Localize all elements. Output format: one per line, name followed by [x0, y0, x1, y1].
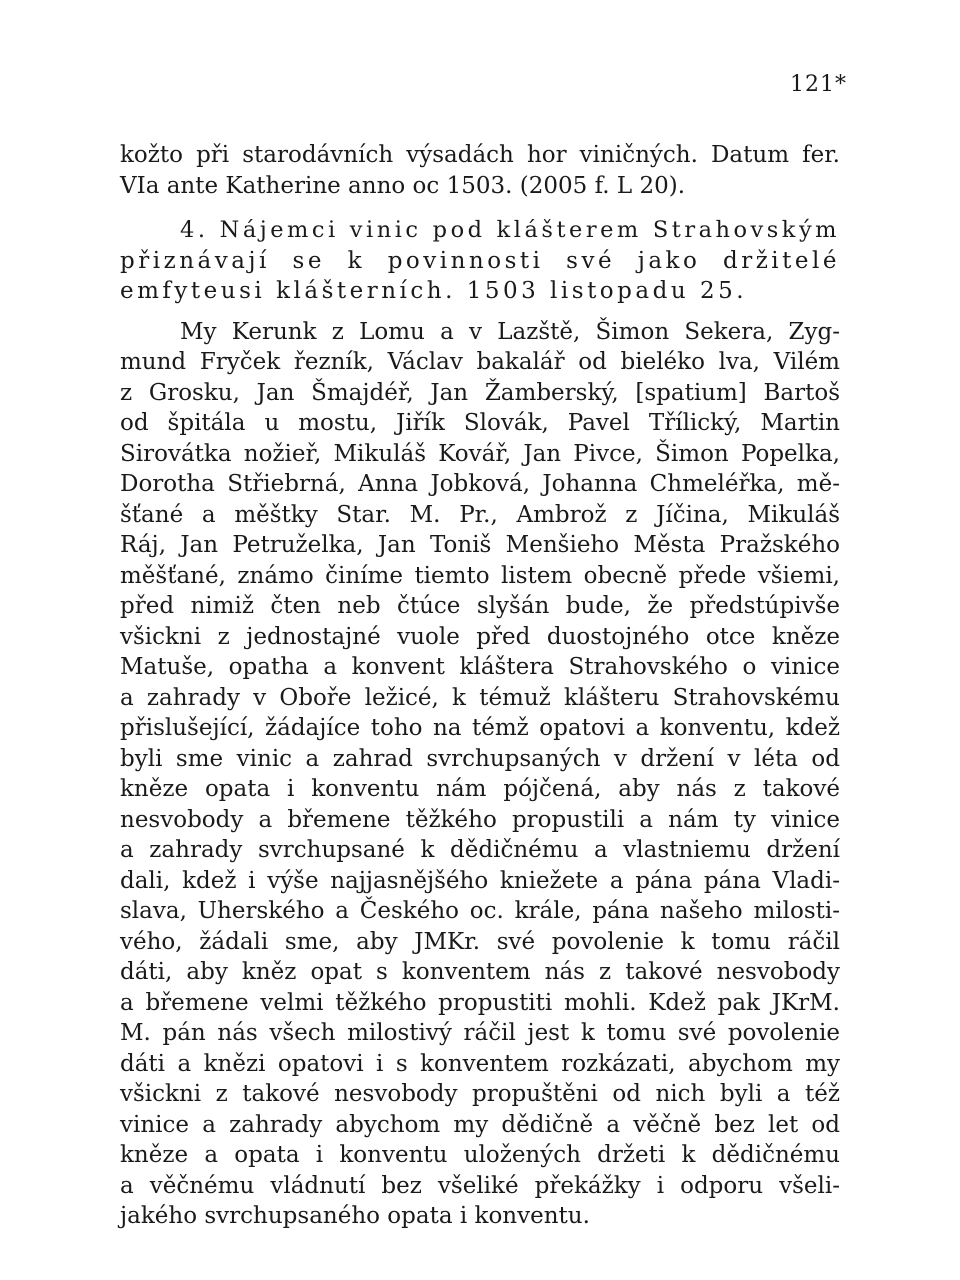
text-line: všickni z jednostajné vuole před duostojného otce kněze	[120, 623, 840, 650]
text-line: jakého svrchupsaného opata i konventu.	[120, 1203, 590, 1229]
text-line: Matuše, opatha a konvent kláštera Strahovského o vinice	[120, 654, 840, 680]
text-line: šťané a měštky Star. M. Pr., Ambrož z Jíčina, Mikuláš	[120, 501, 840, 528]
text-line: kněze a opata i konventu uložených držeti k dědičnému	[120, 1142, 840, 1168]
text-line: kněze opata i konventu nám pójčená, aby nás z takové	[120, 776, 840, 802]
text-line: VIa ante Katherine anno oc 1503. (2005 f. L 20).	[120, 172, 686, 199]
text-line: z Grosku, Jan Šmajdéř, Jan Žamberský, [spatium] Bartoš	[120, 379, 840, 406]
document-body	[120, 140, 840, 1232]
text-line: od špitála u mostu, Jiřík Slovák, Pavel Třílický, Martin	[120, 410, 840, 436]
text-line: byli sme vinic a zahrad svrchupsaných v držení v léta od	[120, 745, 840, 772]
text-line: všickni z takové nesvobody propuštěni od nich byli a též	[120, 1081, 840, 1107]
text-line: My Kerunk z Lomu a v Lazště, Šimon Sekera, Zyg-	[180, 318, 840, 345]
text-line: vého, žádali sme, aby JMKr. své povolenie k tomu ráčil	[120, 928, 840, 955]
text-line: dáti, aby kněz opat s konventem nás z takové nesvobody	[120, 959, 840, 985]
text-line: a věčnému vládnutí bez všeliké překážky i odporu všeli-	[120, 1172, 840, 1199]
text-line: kožto při starodávních výsadách hor viničných. Datum fer.	[120, 142, 840, 168]
text-line: nesvobody a břemene těžkého propustili a nám ty vinice	[120, 806, 840, 833]
text-line: před nimiž čten neb čtúce slyšán bude, že předstúpivše	[120, 593, 840, 619]
text-line: slava, Uherského a Českého oc. krále, pána našeho milosti-	[120, 898, 840, 924]
text-line: a zahrady v Oboře ležicé, k témuž klášteru Strahovskému	[120, 684, 840, 711]
text-line: dali, kdež i výše najjasnějšého kniežete a pána pána Vladi-	[120, 867, 840, 894]
text-line: vinice a zahrady abychom my dědičně a věčně bez let od	[120, 1111, 840, 1138]
text-line: Dorotha Střiebrná, Anna Jobková, Johanna Chmeléřka, mě-	[120, 471, 840, 497]
page-number: 121*	[790, 72, 847, 97]
text-line: měšťané, známo činíme tiemto listem obecně přede všiemi,	[120, 562, 840, 589]
text-line: Sirovátka nožieř, Mikuláš Kovář, Jan Pivce, Šimon Popelka,	[120, 440, 840, 467]
text-line: přislušející, žádajíce toho na témž opatovi a konventu, kdež	[120, 715, 840, 741]
section-heading-line: přiznávají se k povinnosti své jako držitelé	[120, 247, 840, 274]
section-heading-line: emfyteusi klášterních. 1503 listopadu 25.	[120, 278, 748, 304]
text-line: mund Fryček řezník, Václav bakalář od bieléko lva, Vilém	[120, 349, 840, 375]
text-line: a břemene velmi těžkého propustiti mohli. Kdež pak JKrM.	[120, 989, 840, 1016]
text-line: a zahrady svrchupsané k dědičnému a vlastniemu držení	[120, 837, 840, 863]
text-line: dáti a knězi opatovi i s konventem rozkázati, abychom my	[120, 1050, 840, 1077]
text-line: M. pán nás všech milostivý ráčil jest k tomu své povolenie	[120, 1020, 840, 1046]
text-line: Ráj, Jan Petruželka, Jan Toniš Menšieho Města Pražského	[120, 532, 840, 558]
section-heading-line: 4. Nájemci vinic pod klášterem Strahovským	[180, 217, 840, 243]
